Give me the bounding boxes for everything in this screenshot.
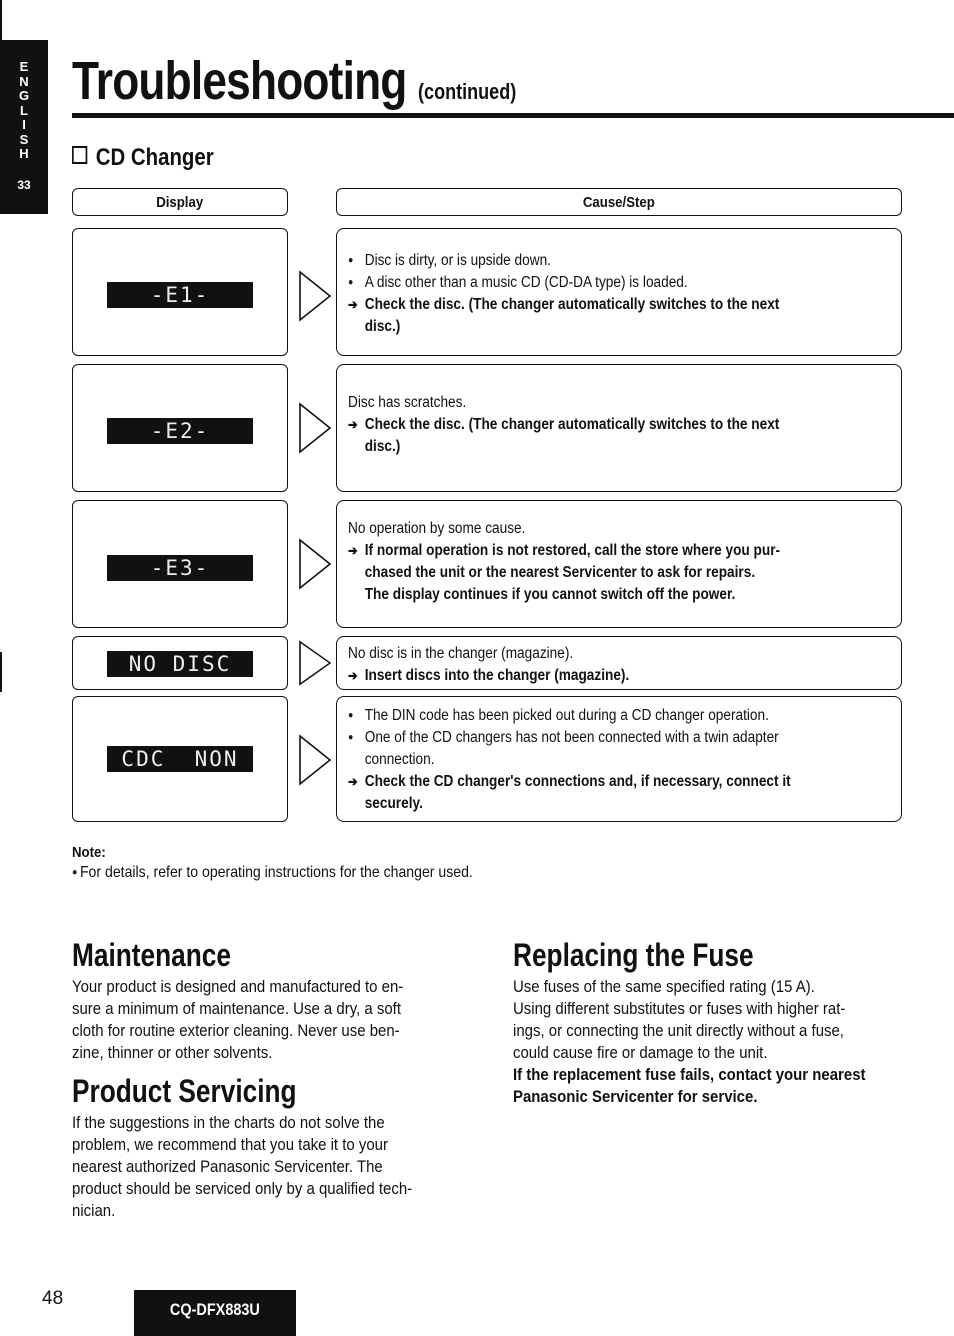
paragraph-line: Use fuses of the same specified rating (15 A). [513, 977, 815, 996]
column-header-label: Cause/Step [583, 194, 655, 211]
product-servicing-text [72, 1112, 512, 1222]
cause-line: No disc is in the changer (magazine). [348, 645, 574, 662]
cause-line: ● One of the CD changers has not been connected with a twin adapter [348, 727, 826, 749]
display-panel-e1 [72, 228, 288, 356]
title-continued: (continued) [418, 79, 517, 104]
display-panel-cdc-non [72, 696, 288, 822]
checkbox-square-icon [72, 146, 87, 164]
paragraph-line: zine, thinner or other solvents. [72, 1043, 273, 1062]
page-title [72, 50, 516, 112]
heading-product-servicing: Product Servicing [72, 1073, 297, 1109]
paragraph-line: Using different substitutes or fuses with higher rat- [513, 999, 846, 1018]
cause-line: ● A disc other than a music CD (CD-DA type) is loaded. [348, 272, 826, 294]
language-letter: G [18, 88, 30, 103]
column-header-label: Display [156, 194, 204, 211]
paragraph-line: product should be serviced only by a qualified tech- [72, 1179, 413, 1198]
cause-box-no-disc [336, 636, 902, 690]
cause-step: disc.) [364, 438, 401, 455]
margin-tick [0, 146, 2, 164]
paragraph-line: ings, or connecting the unit directly without a fuse, [513, 1021, 844, 1040]
cause-box-e1 [336, 228, 902, 356]
section-heading-text: CD Changer [95, 144, 214, 171]
lcd-readout: -E1- [107, 282, 253, 308]
right-arrow-icon [298, 270, 334, 322]
cause-step: ➔ Check the disc. (The changer automatically switches to the next [348, 294, 826, 316]
cause-step: ➔ Insert discs into the changer (magazine). [348, 665, 826, 687]
cause-step: securely. [364, 795, 423, 812]
language-letter: H [19, 146, 29, 161]
cause-box-cdc-non [336, 696, 902, 822]
language-letter: E [19, 59, 29, 74]
language-letter: S [19, 131, 29, 147]
lcd-readout: CDC NON [107, 746, 253, 772]
title-text: Troubleshooting [72, 51, 407, 111]
column-header-display [72, 188, 288, 216]
paragraph-line: cloth for routine exterior cleaning. Never use ben- [72, 1021, 400, 1040]
heading-maintenance: Maintenance [72, 937, 231, 973]
column-header-cause [336, 188, 902, 216]
lcd-readout: -E3- [107, 555, 253, 581]
margin-tick [0, 652, 2, 692]
right-arrow-icon [298, 734, 334, 786]
paragraph-line: nearest authorized Panasonic Servicenter. The [72, 1157, 383, 1176]
cause-line: No operation by some cause. [348, 520, 526, 537]
paragraph-line: could cause fire or damage to the unit. [513, 1043, 768, 1062]
note-label: Note: [72, 844, 106, 861]
cause-step: ➔ If normal operation is not restored, call the store where you pur- [348, 540, 826, 562]
paragraph-line: If the suggestions in the charts do not solve the [72, 1113, 385, 1132]
paragraph-line: nician. [72, 1201, 116, 1220]
right-arrow-icon [298, 538, 334, 590]
section-page-ref: 33 [17, 177, 31, 192]
cause-step: ➔ Check the disc. (The changer automatically switches to the next [348, 414, 826, 436]
note-text: ● For details, refer to operating instructions for the changer used. [72, 864, 473, 882]
page-number: 48 [42, 1288, 64, 1309]
top-edge-rule [0, 0, 2, 40]
cause-box-e2 [336, 364, 902, 492]
paragraph-line-bold: Panasonic Servicenter for service. [513, 1087, 758, 1106]
display-panel-no-disc [72, 636, 288, 690]
paragraph-line-bold: If the replacement fuse fails, contact your nearest [513, 1065, 866, 1084]
paragraph-line: sure a minimum of maintenance. Use a dry, a soft [72, 999, 401, 1018]
lcd-readout: -E2- [107, 418, 253, 444]
paragraph-line: Your product is designed and manufactured to en- [72, 977, 404, 996]
cause-step: The display continues if you cannot switch off the power. [364, 586, 736, 603]
language-letter: L [20, 102, 28, 118]
display-panel-e2 [72, 364, 288, 492]
right-arrow-icon [298, 640, 334, 686]
cause-step: disc.) [364, 318, 401, 335]
cause-step: chased the unit or the nearest Servicenter to ask for repairs. [364, 564, 756, 581]
model-number-bar [134, 1290, 296, 1336]
cause-line: Disc has scratches. [348, 394, 467, 411]
cause-box-e3 [336, 500, 902, 628]
right-arrow-icon [298, 402, 334, 454]
section-heading-cd-changer [72, 144, 214, 172]
maintenance-text [72, 976, 512, 1064]
lcd-readout: NO DISC [107, 651, 253, 677]
model-number: CQ-DFX883U [170, 1300, 260, 1319]
cause-line: ● Disc is dirty, or is upside down. [348, 250, 826, 272]
heading-replacing-fuse: Replacing the Fuse [513, 937, 754, 973]
language-letter: N [19, 73, 29, 89]
display-panel-e3 [72, 500, 288, 628]
cause-step: ➔ Check the CD changer's connections and, if necessary, connect it [348, 771, 826, 793]
title-rule [72, 113, 954, 118]
paragraph-line: problem, we recommend that you take it to your [72, 1135, 388, 1154]
cause-line: connection. [364, 751, 435, 768]
cause-line: ● The DIN code has been picked out during a CD changer operation. [348, 705, 826, 727]
language-letter: I [22, 117, 26, 132]
language-tab [0, 40, 48, 214]
replacing-fuse-text [513, 976, 953, 1108]
